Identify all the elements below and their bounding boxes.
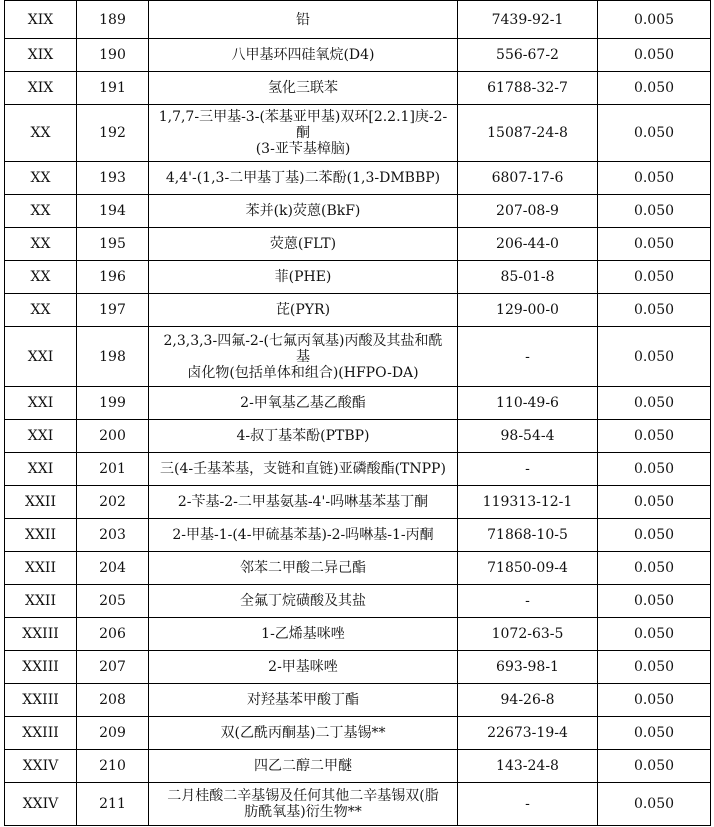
- limit-value-cell: 0.050: [598, 387, 711, 420]
- table-row: [5, 327, 711, 387]
- cas-number-cell: 71850-09-4: [458, 552, 598, 585]
- cas-number-cell: 143-24-8: [458, 750, 598, 783]
- substance-name-cell: [149, 39, 458, 72]
- limit-value-cell: 0.050: [598, 228, 711, 261]
- substance-name-cell: [149, 717, 458, 750]
- limit-value-cell: 0.050: [598, 783, 711, 826]
- table-row: [5, 453, 711, 486]
- substance-name-cell: [149, 453, 458, 486]
- cas-number-cell: -: [458, 327, 598, 387]
- substance-name-line: 1-乙烯基咪唑: [261, 626, 345, 642]
- table-row: [5, 486, 711, 519]
- cas-number-cell: 71868-10-5: [458, 519, 598, 552]
- table-row: [5, 162, 711, 195]
- limit-value-cell: 0.050: [598, 39, 711, 72]
- substance-name-cell: [149, 72, 458, 105]
- substance-name-cell: [149, 228, 458, 261]
- group-cell: XXII: [5, 519, 77, 552]
- number-cell: 207: [77, 651, 149, 684]
- substance-table-body: [5, 1, 711, 826]
- substance-name-cell: [149, 684, 458, 717]
- group-cell: XXI: [5, 453, 77, 486]
- substance-name-line: 对羟基苯甲酸丁酯: [247, 692, 359, 708]
- limit-value-cell: 0.050: [598, 519, 711, 552]
- limit-value-cell: 0.050: [598, 486, 711, 519]
- limit-value-cell: 0.050: [598, 261, 711, 294]
- group-cell: XIX: [5, 1, 77, 39]
- table-row: [5, 105, 711, 162]
- table-row: [5, 585, 711, 618]
- table-row: [5, 684, 711, 717]
- number-cell: 208: [77, 684, 149, 717]
- cas-number-cell: 6807-17-6: [458, 162, 598, 195]
- number-cell: 192: [77, 105, 149, 162]
- substance-name-cell: [149, 327, 458, 387]
- limit-value-cell: 0.050: [598, 327, 711, 387]
- table-row: [5, 651, 711, 684]
- number-cell: 202: [77, 486, 149, 519]
- substance-name-line: 2-甲基-1-(4-甲硫基苯基)-2-吗啉基-1-丙酮: [172, 527, 434, 543]
- cas-number-cell: 15087-24-8: [458, 105, 598, 162]
- substance-name-cell: [149, 261, 458, 294]
- substance-name-line: 荧蒽(FLT): [269, 236, 337, 252]
- cas-number-cell: 1072-63-5: [458, 618, 598, 651]
- substance-name-line: 邻苯二甲酸二异己酯: [240, 560, 366, 576]
- substance-name-cell: [149, 294, 458, 327]
- limit-value-cell: 0.050: [598, 552, 711, 585]
- limit-value-cell: 0.050: [598, 420, 711, 453]
- substance-name-line: 2-苄基-2-二甲基氨基-4'-吗啉基苯基丁酮: [177, 494, 429, 510]
- group-cell: XIX: [5, 39, 77, 72]
- group-cell: XXI: [5, 420, 77, 453]
- substance-name-cell: [149, 783, 458, 826]
- cas-number-cell: 129-00-0: [458, 294, 598, 327]
- table-row: [5, 72, 711, 105]
- table-row: [5, 1, 711, 39]
- cas-number-cell: -: [458, 783, 598, 826]
- substance-name-line: 全氟丁烷磺酸及其盐: [240, 593, 366, 609]
- substance-name-line: 双(乙酰丙酮基)二丁基锡**: [220, 725, 386, 741]
- table-row: [5, 195, 711, 228]
- number-cell: 210: [77, 750, 149, 783]
- group-cell: XX: [5, 195, 77, 228]
- group-cell: XXIII: [5, 717, 77, 750]
- group-cell: XX: [5, 294, 77, 327]
- number-cell: 205: [77, 585, 149, 618]
- number-cell: 190: [77, 39, 149, 72]
- table-row: [5, 39, 711, 72]
- limit-value-cell: 0.050: [598, 72, 711, 105]
- table-row: [5, 783, 711, 826]
- limit-value-cell: 0.050: [598, 651, 711, 684]
- number-cell: 193: [77, 162, 149, 195]
- substance-name-cell: [149, 387, 458, 420]
- table-row: [5, 717, 711, 750]
- cas-number-cell: -: [458, 453, 598, 486]
- group-cell: XXII: [5, 486, 77, 519]
- cas-number-cell: 556-67-2: [458, 39, 598, 72]
- group-cell: XXIV: [5, 783, 77, 826]
- substance-name-line: 4-叔丁基苯酚(PTBP): [236, 428, 370, 444]
- substance-name-cell: [149, 195, 458, 228]
- limit-value-cell: 0.050: [598, 105, 711, 162]
- number-cell: 194: [77, 195, 149, 228]
- table-row: [5, 261, 711, 294]
- substance-name-line: (3-亚苄基樟脑): [255, 141, 351, 157]
- substance-name-line: 肪酰氧基)衍生物**: [244, 804, 362, 820]
- table-row: [5, 387, 711, 420]
- substance-name-cell: [149, 1, 458, 39]
- limit-value-cell: 0.050: [598, 618, 711, 651]
- group-cell: XXIII: [5, 618, 77, 651]
- substance-name-line: 二月桂酸二辛基锡及任何其他二辛基锡双(脂: [167, 788, 439, 804]
- cas-number-cell: 85-01-8: [458, 261, 598, 294]
- limit-value-cell: 0.050: [598, 750, 711, 783]
- table-row: [5, 294, 711, 327]
- cas-number-cell: 119313-12-1: [458, 486, 598, 519]
- group-cell: XXI: [5, 327, 77, 387]
- substance-name-line: 芘(PYR): [275, 302, 331, 318]
- substance-name-line: 三(4-壬基苯基，支链和直链)亚磷酸酯(TNPP): [160, 461, 446, 477]
- table-row: [5, 228, 711, 261]
- group-cell: XXII: [5, 552, 77, 585]
- limit-value-cell: 0.005: [598, 1, 711, 39]
- limit-value-cell: 0.050: [598, 294, 711, 327]
- limit-value-cell: 0.050: [598, 585, 711, 618]
- group-cell: XX: [5, 228, 77, 261]
- number-cell: 199: [77, 387, 149, 420]
- substance-name-line: 菲(PHE): [274, 269, 332, 285]
- substance-name-line: 2-甲氧基乙基乙酸酯: [240, 395, 366, 411]
- number-cell: 204: [77, 552, 149, 585]
- number-cell: 203: [77, 519, 149, 552]
- cas-number-cell: 61788-32-7: [458, 72, 598, 105]
- substance-name-cell: [149, 552, 458, 585]
- cas-number-cell: 7439-92-1: [458, 1, 598, 39]
- cas-number-cell: 94-26-8: [458, 684, 598, 717]
- substance-name-line: 1,7,7-三甲基-3-(苯基亚甲基)双环[2.2.1]庚-2-: [158, 109, 448, 125]
- number-cell: 211: [77, 783, 149, 826]
- number-cell: 200: [77, 420, 149, 453]
- limit-value-cell: 0.050: [598, 717, 711, 750]
- cas-number-cell: 98-54-4: [458, 420, 598, 453]
- substance-name-line: 2,3,3,3-四氟-2-(七氟丙氧基)丙酸及其盐和酰: [163, 332, 443, 349]
- group-cell: XX: [5, 105, 77, 162]
- group-cell: XXII: [5, 585, 77, 618]
- substance-name-cell: [149, 651, 458, 684]
- substance-name-cell: [149, 519, 458, 552]
- number-cell: 206: [77, 618, 149, 651]
- substance-name-cell: [149, 585, 458, 618]
- substance-name-line: 氢化三联苯: [268, 80, 338, 96]
- cas-number-cell: 110-49-6: [458, 387, 598, 420]
- substance-name-cell: [149, 162, 458, 195]
- group-cell: XX: [5, 261, 77, 294]
- number-cell: 198: [77, 327, 149, 387]
- number-cell: 197: [77, 294, 149, 327]
- number-cell: 189: [77, 1, 149, 39]
- substance-name-cell: [149, 750, 458, 783]
- table-row: [5, 618, 711, 651]
- substance-name-line: 酮: [296, 125, 310, 141]
- substance-name-line: 四乙二醇二甲醚: [254, 758, 352, 774]
- substance-name-cell: [149, 486, 458, 519]
- cas-number-cell: -: [458, 585, 598, 618]
- table-row: [5, 420, 711, 453]
- group-cell: XXIV: [5, 750, 77, 783]
- substance-name-line: 2-甲基咪唑: [268, 659, 338, 675]
- substance-name-cell: [149, 105, 458, 162]
- cas-number-cell: 693-98-1: [458, 651, 598, 684]
- substance-name-line: 卤化物(包括单体和组合)(HFPO-DA): [187, 364, 419, 381]
- table-row: [5, 552, 711, 585]
- substance-name-cell: [149, 420, 458, 453]
- number-cell: 209: [77, 717, 149, 750]
- substance-table: [4, 0, 711, 826]
- number-cell: 196: [77, 261, 149, 294]
- limit-value-cell: 0.050: [598, 162, 711, 195]
- cas-number-cell: 22673-19-4: [458, 717, 598, 750]
- substance-name-line: 苯并(k)荧蒽(BkF): [245, 203, 361, 219]
- table-row: [5, 750, 711, 783]
- cas-number-cell: 207-08-9: [458, 195, 598, 228]
- group-cell: XIX: [5, 72, 77, 105]
- substance-name-cell: [149, 618, 458, 651]
- number-cell: 195: [77, 228, 149, 261]
- cas-number-cell: 206-44-0: [458, 228, 598, 261]
- group-cell: XXIII: [5, 684, 77, 717]
- substance-name-line: 基: [296, 348, 310, 365]
- substance-name-line: 铅: [296, 11, 310, 28]
- limit-value-cell: 0.050: [598, 684, 711, 717]
- substance-name-line: 八甲基环四硅氧烷(D4): [231, 47, 375, 63]
- number-cell: 201: [77, 453, 149, 486]
- group-cell: XXIII: [5, 651, 77, 684]
- group-cell: XX: [5, 162, 77, 195]
- group-cell: XXI: [5, 387, 77, 420]
- table-row: [5, 519, 711, 552]
- number-cell: 191: [77, 72, 149, 105]
- limit-value-cell: 0.050: [598, 453, 711, 486]
- substance-name-line: 4,4'-(1,3-二甲基丁基)二苯酚(1,3-DMBBP): [165, 170, 441, 186]
- limit-value-cell: 0.050: [598, 195, 711, 228]
